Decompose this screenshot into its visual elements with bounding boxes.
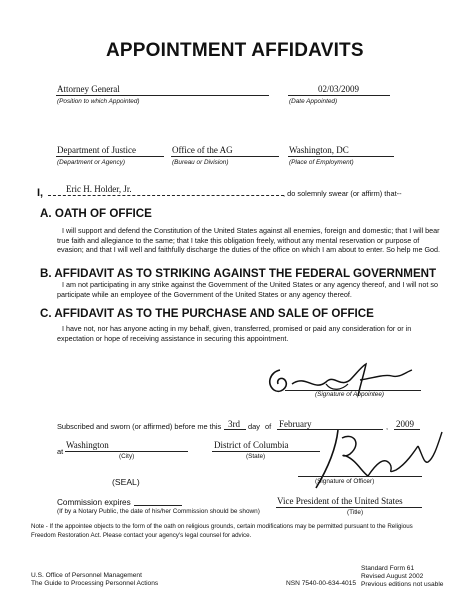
at-label: at <box>57 447 64 456</box>
place-value: Washington, DC <box>289 145 349 155</box>
agency-value: Department of Justice <box>57 145 136 155</box>
agency-caption: (Department or Agency) <box>57 159 125 166</box>
oath-suffix: , do solemnly swear (or affirm) that-- <box>283 189 402 198</box>
footer-form-number: Standard Form 61 <box>361 565 415 572</box>
state-caption: (State) <box>246 453 266 460</box>
bureau-line <box>171 156 279 157</box>
title-caption: (Title) <box>347 509 364 516</box>
of-label: of <box>265 422 272 431</box>
place-line <box>288 156 394 157</box>
position-caption: (Position to which Appointed) <box>57 98 140 105</box>
title-line <box>276 507 422 508</box>
footer-nsn: NSN 7540-00-634-4015 <box>286 580 357 587</box>
bureau-caption: (Bureau or Division) <box>172 159 229 166</box>
position-value: Attorney General <box>57 84 120 94</box>
officer-signature-line <box>298 476 422 477</box>
appointee-name: Eric H. Holder, Jr. <box>66 184 132 194</box>
sworn-day: 3rd <box>228 419 240 429</box>
city-value: Washington <box>66 440 109 450</box>
commission-note: (If by a Notary Public, the date of his/her Commission should be shown) <box>57 508 260 515</box>
officer-signature-caption: (Signature of Officer) <box>315 478 375 485</box>
oath-prefix: I, <box>37 187 44 199</box>
footer-agency: U.S. Office of Personnel Management <box>31 572 142 579</box>
date-appointed-value: 02/03/2009 <box>318 84 360 94</box>
form-title: APPOINTMENT AFFIDAVITS <box>106 40 364 61</box>
sworn-month: February <box>279 419 312 429</box>
sworn-lead: Subscribed and sworn (or affirmed) before me this <box>57 422 222 431</box>
name-line <box>48 195 284 196</box>
bureau-value: Office of the AG <box>172 145 233 155</box>
religious-note: Note - If the appointee objects to the form of the oath on religious grounds, certain modifications may be permitted pursuant to the Religious Freedom Restoration Act. Please contact your agency's legal counsel for advice. <box>31 523 413 539</box>
section-c-heading: C. AFFIDAVIT AS TO THE PURCHASE AND SALE OF OFFICE <box>40 307 374 320</box>
footer-guide: The Guide to Processing Personnel Actions <box>31 580 159 587</box>
commission-line <box>134 505 182 506</box>
position-line <box>56 95 269 96</box>
footer-revision: Revised August 2002 <box>361 573 424 580</box>
day-line <box>224 429 246 430</box>
date-line <box>288 95 390 96</box>
city-line <box>65 451 188 452</box>
date-caption: (Date Appointed) <box>289 98 338 105</box>
section-b-heading: B. AFFIDAVIT AS TO STRIKING AGAINST THE FEDERAL GOVERNMENT <box>40 267 437 280</box>
officer-title-value: Vice President of the United States <box>277 496 403 506</box>
state-value: District of Columbia <box>214 440 289 450</box>
appointee-signature-caption: (Signature of Appointee) <box>315 391 385 398</box>
section-b-text: I am not participating in any strike against the Government of the United States or any agency thereof, and I will not so participate while an employee of the Government of the United States or any agency thereof. <box>57 280 438 299</box>
city-caption: (City) <box>119 453 135 460</box>
comma-separator: , <box>386 422 389 431</box>
state-line <box>212 451 320 452</box>
section-a-heading: A. OATH OF OFFICE <box>40 207 152 220</box>
sworn-year: 2009 <box>396 419 414 429</box>
day-label: day <box>248 422 260 431</box>
place-caption: (Place of Employment) <box>289 159 354 166</box>
footer-editions: Previous editions not usable <box>361 581 444 588</box>
agency-line <box>56 156 164 157</box>
commission-label: Commission expires <box>57 498 131 507</box>
section-c-text: I have not, nor has anyone acting in my behalf, given, transferred, promised or paid any consideration for or in expectation or hope of receiving assistance in securing this appointment. <box>57 324 412 343</box>
section-a-text: I will support and defend the Constitution of the United States against all enemies, foreign and domestic; that I will bear true faith and allegiance to the same; that I take this obligation freely, without any mental reservation or purpose of evasion; and that I will well and faithfully discharge the duties of the office on which I am about to enter. So help me God. <box>57 226 441 255</box>
seal-label: (SEAL) <box>112 477 140 487</box>
